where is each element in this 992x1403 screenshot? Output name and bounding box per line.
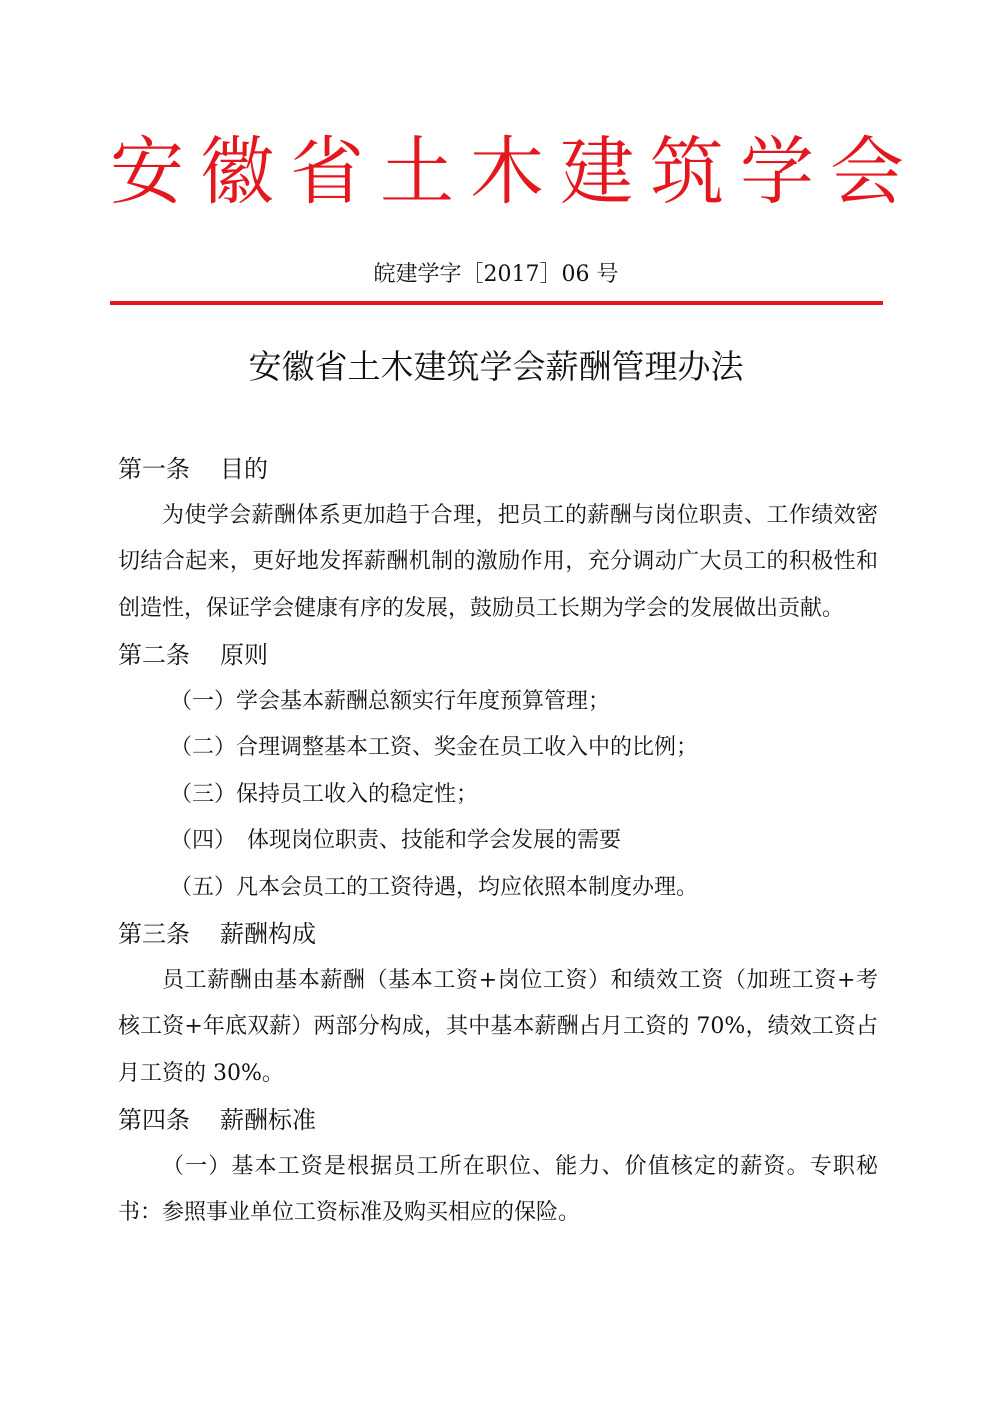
- article-number: 第一条: [118, 455, 190, 483]
- document-number: 皖建学字［2017］06 号: [373, 262, 619, 287]
- article-title: 薪酬构成: [220, 920, 316, 948]
- document-body: [118, 446, 878, 1237]
- organization-name: 安徽省土木建筑学会: [110, 129, 920, 215]
- article-title: 薪酬标准: [220, 1106, 316, 1134]
- article-2-item-4: （四） 体现岗位职责、技能和学会发展的需要: [170, 828, 622, 853]
- article-4-heading: [118, 1097, 878, 1144]
- article-number: 第二条: [118, 641, 190, 669]
- document-title: 安徽省土木建筑学会薪酬管理办法: [248, 347, 744, 386]
- article-2-heading: [118, 632, 878, 679]
- red-header-rule: [110, 301, 883, 305]
- article-2-item-2: （二）合理调整基本工资、奖金在员工收入中的比例；: [170, 735, 699, 760]
- article-2-item-5: （五）凡本会员工的工资待遇，均应依照本制度办理。: [170, 874, 699, 900]
- article-1-paragraph: 为使学会薪酬体系更加趋于合理，把员工的薪酬与岗位职责、工作绩效密切结合起来，更好地发挥薪酬机制的激励作用，充分调动广大员工的积极性和创造性，保证学会健康有序的发展，鼓励员工长期为学会的发展做出贡献。: [118, 502, 878, 621]
- article-2-item-1: （一）学会基本薪酬总额实行年度预算管理；: [170, 688, 611, 714]
- article-number: 第四条: [118, 1106, 190, 1134]
- article-number: 第三条: [118, 920, 190, 948]
- article-title: 目的: [220, 455, 268, 483]
- article-2-item-3: （三）保持员工收入的稳定性；: [170, 781, 479, 807]
- article-3-paragraph: 员工薪酬由基本薪酬（基本工资+岗位工资）和绩效工资（加班工资+考核工资+年底双薪）两部分构成，其中基本薪酬占月工资的 70%，绩效工资占月工资的 30%。: [118, 967, 878, 1086]
- article-4-paragraph: （一）基本工资是根据员工所在职位、能力、价值核定的薪资。专职秘书：参照事业单位工资标准及购买相应的保险。: [118, 1153, 878, 1225]
- article-3-heading: [118, 911, 878, 958]
- article-1-heading: [118, 446, 878, 493]
- article-title: 原则: [220, 641, 268, 669]
